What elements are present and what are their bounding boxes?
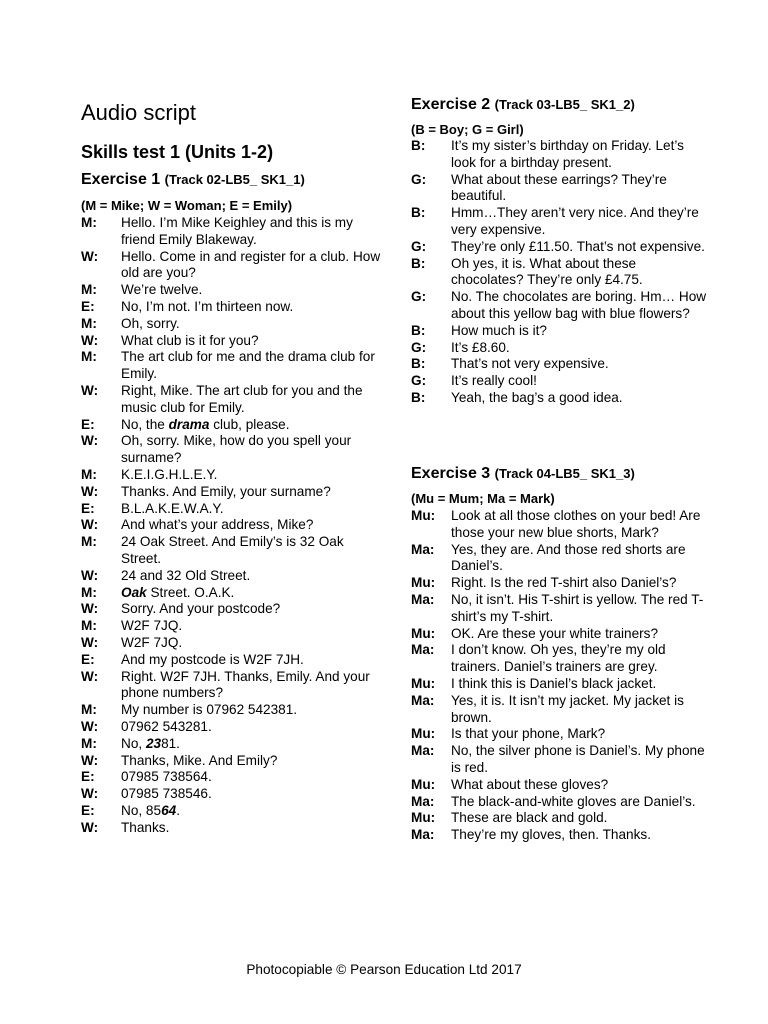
dialogue-text: Right. Is the red T-shirt also Daniel’s? xyxy=(451,575,677,591)
dialogue-text: Hmm…They aren’t very nice. And they’re very expensive. xyxy=(451,205,703,237)
speaker-label: Ma: xyxy=(411,827,435,843)
speaker-label: G: xyxy=(411,171,427,187)
dialogue-line xyxy=(411,172,711,206)
exercise-1-heading xyxy=(81,171,305,189)
speaker-label: Ma: xyxy=(411,692,435,708)
speaker-label: G: xyxy=(411,339,427,355)
dialogue-text: What about these earrings? They’re beautiful. xyxy=(451,171,671,204)
dialogue-text: Oh, sorry. Mike, how do you spell your surname? xyxy=(121,433,355,466)
dialogue-text: W2F 7JQ. xyxy=(121,634,183,650)
speaker-label: Mu: xyxy=(411,776,436,792)
dialogue-line xyxy=(81,753,381,770)
speaker-label: B: xyxy=(411,389,426,405)
speaker-label: W: xyxy=(81,634,99,650)
dialogue-text: 07985 738564. xyxy=(121,769,212,785)
dialogue-text: OK. Are these your white trainers? xyxy=(451,625,659,641)
speaker-label: Mu: xyxy=(411,575,436,591)
dialogue-line xyxy=(411,356,711,373)
dialogue-text: Thanks, Mike. And Emily? xyxy=(121,752,278,768)
dialogue-text: How much is it? xyxy=(451,322,547,338)
dialogue-line xyxy=(81,215,381,249)
dialogue-line xyxy=(81,349,381,383)
dialogue-line xyxy=(81,467,381,484)
dialogue-text: These are black and gold. xyxy=(451,810,608,826)
dialogue-line xyxy=(411,827,711,844)
dialogue-text: We’re twelve. xyxy=(121,282,203,298)
speaker-label: M: xyxy=(81,702,97,718)
exercise-1-label: Exercise 1 xyxy=(81,171,161,188)
speaker-label: W: xyxy=(81,718,99,734)
dialogue-line xyxy=(411,390,711,407)
speaker-label: Mu: xyxy=(411,508,436,523)
exercise-2-script xyxy=(411,138,711,407)
dialogue-text: No, 2381. xyxy=(121,735,180,751)
speaker-label: G: xyxy=(411,238,427,254)
dialogue-text: 24 Oak Street. And Emily’s is 32 Oak Street. xyxy=(121,534,348,566)
speaker-label: M: xyxy=(81,618,97,634)
speaker-label: M: xyxy=(81,349,97,365)
speaker-label: M: xyxy=(81,215,97,230)
dialogue-text: 24 and 32 Old Street. xyxy=(121,567,251,583)
dialogue-line xyxy=(81,618,381,635)
dialogue-line xyxy=(411,794,711,811)
dialogue-text: No. The chocolates are boring. Hm… How about this yellow bag with blue flowers? xyxy=(451,289,710,321)
dialogue-text: K.E.I.G.H.L.E.Y. xyxy=(121,466,218,482)
dialogue-line xyxy=(81,769,381,786)
exercise-2-heading xyxy=(411,96,635,114)
exercise-2-label: Exercise 2 xyxy=(411,96,491,113)
speaker-label: W: xyxy=(81,819,99,835)
dialogue-text: They’re only £11.50. That’s not expensive. xyxy=(451,238,705,254)
exercise-3-label: Exercise 3 xyxy=(411,465,491,482)
speaker-label: M: xyxy=(81,282,97,298)
speaker-label: W: xyxy=(81,433,99,449)
speaker-label: E: xyxy=(81,416,95,432)
exercise-3-heading xyxy=(411,465,635,483)
dialogue-line xyxy=(411,256,711,290)
speaker-label: E: xyxy=(81,769,95,785)
dialogue-text: I don’t know. Oh yes, they’re my old trainers. Daniel’s trainers are grey. xyxy=(451,642,670,675)
speaker-label: M: xyxy=(81,735,97,751)
dialogue-line xyxy=(81,601,381,618)
speaker-label: W: xyxy=(81,248,99,264)
dialogue-text: Oak Street. O.A.K. xyxy=(121,584,235,600)
exercise-1-legend: (M = Mike; W = Woman; E = Emily) xyxy=(81,198,293,213)
dialogue-text: It’s really cool! xyxy=(451,373,537,389)
exercise-3-legend: (Mu = Mum; Ma = Mark) xyxy=(411,491,555,506)
dialogue-text: It’s £8.60. xyxy=(451,339,510,355)
skills-test-title: Skills test 1 (Units 1-2) xyxy=(81,142,274,162)
dialogue-line xyxy=(411,743,711,777)
dialogue-line xyxy=(411,239,711,256)
speaker-label: W: xyxy=(81,517,99,533)
speaker-label: Ma: xyxy=(411,793,435,809)
speaker-label: E: xyxy=(81,802,95,818)
dialogue-line xyxy=(81,585,381,602)
speaker-label: W: xyxy=(81,567,99,583)
dialogue-line xyxy=(81,702,381,719)
speaker-label: B: xyxy=(411,138,426,153)
dialogue-text: Is that your phone, Mark? xyxy=(451,726,606,742)
dialogue-line xyxy=(81,299,381,316)
dialogue-line xyxy=(81,635,381,652)
dialogue-line xyxy=(411,726,711,743)
speaker-label: W: xyxy=(81,382,99,398)
speaker-label: Ma: xyxy=(411,743,435,759)
dialogue-line xyxy=(411,340,711,357)
dialogue-text: Hello. Come in and register for a club. How old are you? xyxy=(121,248,384,281)
dialogue-line xyxy=(411,810,711,827)
dialogue-text: What club is it for you? xyxy=(121,332,259,348)
dialogue-text: Right, Mike. The art club for you and the music club for Emily. xyxy=(121,382,367,415)
dialogue-text: Look at all those clothes on your bed! Are those your new blue shorts, Mark? xyxy=(451,508,705,540)
copyright-footer: Photocopiable © Pearson Education Ltd 2017 xyxy=(246,962,522,977)
dialogue-text: I think this is Daniel’s black jacket. xyxy=(451,675,657,691)
dialogue-line xyxy=(81,433,381,467)
speaker-label: Mu: xyxy=(411,675,436,691)
dialogue-line xyxy=(81,383,381,417)
dialogue-text: Right. W2F 7JH. Thanks, Emily. And your phone numbers? xyxy=(121,668,374,701)
speaker-label: Ma: xyxy=(411,541,435,557)
dialogue-text: No, 8564. xyxy=(121,802,180,818)
dialogue-line xyxy=(411,373,711,390)
dialogue-text: Thanks. And Emily, your surname? xyxy=(121,483,331,499)
dialogue-text: No, the silver phone is Daniel’s. My phone is red. xyxy=(451,743,709,775)
dialogue-text: 07962 543281. xyxy=(121,718,212,734)
dialogue-text: Yeah, the bag’s a good idea. xyxy=(451,389,623,405)
speaker-label: E: xyxy=(81,651,95,667)
dialogue-line xyxy=(81,501,381,518)
dialogue-text: Sorry. And your postcode? xyxy=(121,601,281,617)
speaker-label: W: xyxy=(81,786,99,802)
dialogue-text: 07985 738546. xyxy=(121,786,212,802)
speaker-label: B: xyxy=(411,322,426,338)
speaker-label: W: xyxy=(81,332,99,348)
speaker-label: G: xyxy=(411,289,427,305)
speaker-label: E: xyxy=(81,298,95,314)
dialogue-line xyxy=(81,719,381,736)
exercise-1-track: (Track 02-LB5_ SK1_1) xyxy=(164,172,305,187)
speaker-label: B: xyxy=(411,205,426,221)
speaker-label: G: xyxy=(411,373,427,389)
dialogue-text: My number is 07962 542381. xyxy=(121,702,298,718)
dialogue-text: The art club for me and the drama club for Emily. xyxy=(121,349,379,382)
speaker-label: M: xyxy=(81,315,97,331)
dialogue-text: No, the drama club, please. xyxy=(121,416,290,432)
dialogue-text: The black-and-white gloves are Daniel’s. xyxy=(451,793,696,809)
dialogue-line xyxy=(81,417,381,434)
speaker-label: Mu: xyxy=(411,625,436,641)
dialogue-text: No, I’m not. I’m thirteen now. xyxy=(121,298,294,314)
dialogue-line xyxy=(81,484,381,501)
dialogue-line xyxy=(411,676,711,693)
speaker-label: E: xyxy=(81,500,95,516)
dialogue-line xyxy=(81,517,381,534)
dialogue-text: Oh yes, it is. What about these chocolates? They’re only £4.75. xyxy=(451,255,643,288)
speaker-label: B: xyxy=(411,356,426,372)
exercise-2-legend: (B = Boy; G = Girl) xyxy=(411,122,524,137)
dialogue-line xyxy=(411,323,711,340)
dialogue-line xyxy=(411,205,711,239)
dialogue-text: Thanks. xyxy=(121,819,170,835)
speaker-label: Mu: xyxy=(411,726,436,742)
dialogue-line xyxy=(411,575,711,592)
dialogue-line xyxy=(411,642,711,676)
speaker-label: Ma: xyxy=(411,642,435,658)
speaker-label: M: xyxy=(81,466,97,482)
speaker-label: W: xyxy=(81,483,99,499)
dialogue-line xyxy=(81,282,381,299)
exercise-3-script xyxy=(411,508,711,844)
dialogue-line xyxy=(81,316,381,333)
dialogue-text: Yes, they are. And those red shorts are Daniel’s. xyxy=(451,541,690,574)
dialogue-line xyxy=(411,138,711,172)
dialogue-line xyxy=(411,542,711,576)
dialogue-line xyxy=(81,248,384,283)
speaker-label: W: xyxy=(81,668,99,684)
dialogue-line xyxy=(411,693,711,727)
dialogue-line xyxy=(81,736,381,753)
dialogue-text: W2F 7JQ. xyxy=(121,618,183,634)
speaker-label: B: xyxy=(411,255,426,271)
dialogue-line xyxy=(81,534,381,568)
dialogue-line xyxy=(411,508,711,542)
speaker-label: M: xyxy=(81,584,97,600)
dialogue-line xyxy=(411,626,711,643)
dialogue-text: Yes, it is. It isn’t my jacket. My jacket is brown. xyxy=(451,692,688,725)
dialogue-line xyxy=(81,333,381,350)
dialogue-text: No, it isn’t. His T-shirt is yellow. The red T-shirt’s my T-shirt. xyxy=(451,591,704,624)
dialogue-text: And my postcode is W2F 7JH. xyxy=(121,651,304,667)
dialogue-text: What about these gloves? xyxy=(451,776,609,792)
dialogue-line xyxy=(81,820,381,837)
dialogue-line xyxy=(81,652,381,669)
speaker-label: Mu: xyxy=(411,810,436,826)
exercise-2-track: (Track 03-LB5_ SK1_2) xyxy=(494,97,635,112)
dialogue-text: They’re my gloves, then. Thanks. xyxy=(451,827,651,843)
dialogue-line xyxy=(411,289,711,323)
dialogue-text: Hello. I’m Mike Keighley and this is my friend Emily Blakeway. xyxy=(121,215,357,247)
speaker-label: W: xyxy=(81,752,99,768)
dialogue-text: And what’s your address, Mike? xyxy=(121,517,314,533)
speaker-label: Ma: xyxy=(411,591,435,607)
exercise-3-track: (Track 04-LB5_ SK1_3) xyxy=(494,466,635,481)
dialogue-line xyxy=(81,669,381,703)
dialogue-text: That’s not very expensive. xyxy=(451,356,609,372)
page-title: Audio script xyxy=(81,100,196,125)
dialogue-text: B.L.A.K.E.W.A.Y. xyxy=(121,500,224,516)
speaker-label: W: xyxy=(81,601,99,617)
speaker-label: M: xyxy=(81,534,97,550)
dialogue-line xyxy=(411,592,711,626)
dialogue-text: Oh, sorry. xyxy=(121,315,180,331)
exercise-1-script xyxy=(81,215,384,836)
dialogue-text: It’s my sister’s birthday on Friday. Let’s look for a birthday present. xyxy=(451,138,688,170)
dialogue-line xyxy=(81,786,381,803)
dialogue-line xyxy=(81,803,381,820)
dialogue-line xyxy=(81,568,381,585)
dialogue-line xyxy=(411,777,711,794)
